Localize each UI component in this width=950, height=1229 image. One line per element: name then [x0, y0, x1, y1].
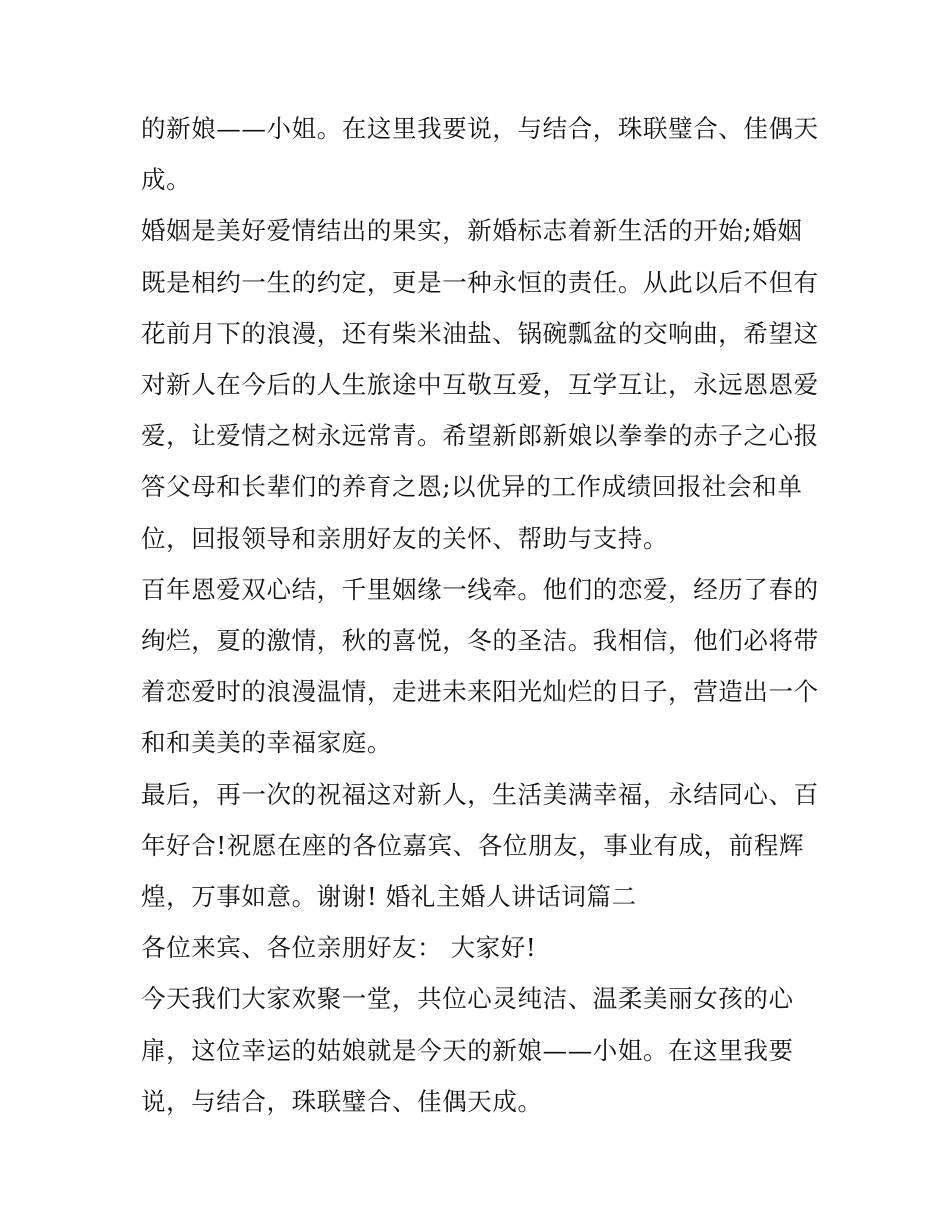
paragraph-6: 今天我们大家欢聚一堂，共位心灵纯洁、温柔美丽女孩的心扉，这位幸运的姑娘就是今天的新娘——小姐。在这里我要说，与结合，珠联璧合、佳偶天成。 — [141, 984, 794, 1116]
paragraph-1: 的新娘——小姐。在这里我要说，与结合，珠联璧合、佳偶天成。 — [141, 114, 819, 195]
paragraph-5: 各位来宾、各位亲朋好友： 大家好! — [141, 933, 537, 963]
paragraph-4: 最后，再一次的祝福这对新人，生活美满幸福，永结同心、百年好合!祝愿在座的各位嘉宾、各位朋友，事业有成，前程辉煌，万事如意。谢谢! 婚礼主婚人讲话词篇二 — [141, 779, 819, 912]
paragraph-3: 百年恩爱双心结，千里姻缘一线牵。他们的恋爱，经历了春的绚烂，夏的激情，秋的喜悦，冬的圣洁。我相信，他们必将带着恋爱时的浪漫温情，走进未来阳光灿烂的日子，营造出一个和和美美的幸福家庭。 — [141, 574, 819, 758]
paragraph-2: 婚姻是美好爱情结出的果实，新婚标志着新生活的开始;婚姻既是相约一生的约定，更是一种永恒的责任。从此以后不但有花前月下的浪漫，还有柴米油盐、锅碗瓢盆的交响曲，希望这对新人在今后的人生旅途中互敬互爱，互学互让，永远恩恩爱爱，让爱情之树永远常青。希望新郎新娘以拳拳的赤子之心报答父母和长辈们的养育之恩;以优异的工作成绩回报社会和单位，回报领导和亲朋好友的关怀、帮助与支持。 — [141, 216, 819, 553]
document-body — [141, 103, 821, 1127]
